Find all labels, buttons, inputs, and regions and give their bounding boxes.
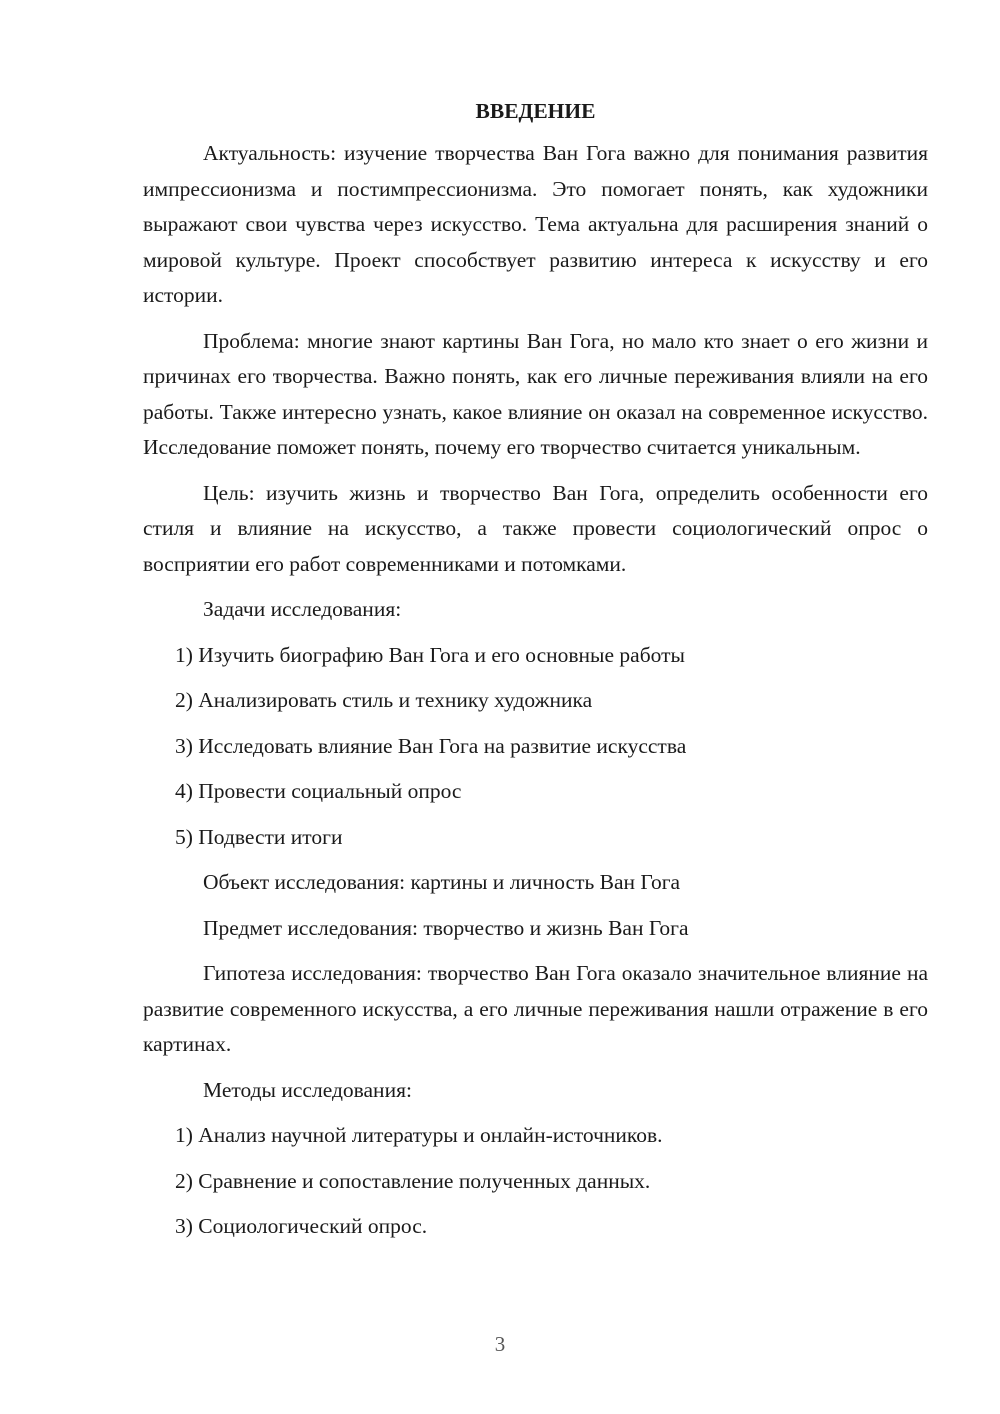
hypothesis-paragraph: Гипотеза исследования: творчество Ван Гога оказало значительное влияние на развитие современного искусства, а его личные переживания нашли отражение в его картинах. <box>143 961 928 1056</box>
list-item: 1) Изучить биографию Ван Гога и его основные работы <box>175 642 685 667</box>
tasks-heading: Задачи исследования: <box>203 597 402 621</box>
list-item: 5) Подвести итоги <box>175 824 343 849</box>
list-item: 3) Социологический опрос. <box>175 1214 428 1238</box>
list-item: 4) Провести социальный опрос <box>175 779 462 803</box>
relevance-paragraph: Актуальность: изучение творчества Ван Гога важно для понимания развития импрессионизма и постимпрессионизма. Это помогает понять, как художники выражают свои чувства через искусство. Тема актуальна для расширения знаний о мировой культуре. Проект способствует развитию интереса к искусству и его истории. <box>143 141 928 307</box>
problem-paragraph: Проблема: многие знают картины Ван Гога, но мало кто знает о его жизни и причинах его творчества. Важно понять, как его личные переживания влияли на его работы. Также интересно узнать, какое влияние он оказал на современное искусство. Исследование поможет понять, почему его творчество считается уникальным. <box>143 328 928 459</box>
list-item: 2) Сравнение и сопоставление полученных данных. <box>175 1168 651 1193</box>
document-page <box>143 96 928 1255</box>
methods-list <box>143 1118 928 1245</box>
tasks-list <box>143 638 928 856</box>
object-line: Объект исследования: картины и личность Ван Гога <box>203 870 681 894</box>
section-title: ВВЕДЕНИЕ <box>475 99 596 123</box>
list-item: 3) Исследовать влияние Ван Гога на развитие искусства <box>175 733 687 758</box>
subject-line: Предмет исследования: творчество и жизнь Ван Гога <box>203 915 689 940</box>
page-number: 3 <box>494 1332 506 1356</box>
list-item: 1) Анализ научной литературы и онлайн-источников. <box>175 1123 663 1147</box>
goal-paragraph: Цель: изучить жизнь и творчество Ван Гога, определить особенности его стиля и влияние на искусство, а также провести социологический опрос о восприятии его работ современниками и потомками. <box>143 480 928 576</box>
list-item: 2) Анализировать стиль и технику художника <box>175 688 593 712</box>
methods-heading: Методы исследования: <box>203 1077 412 1102</box>
